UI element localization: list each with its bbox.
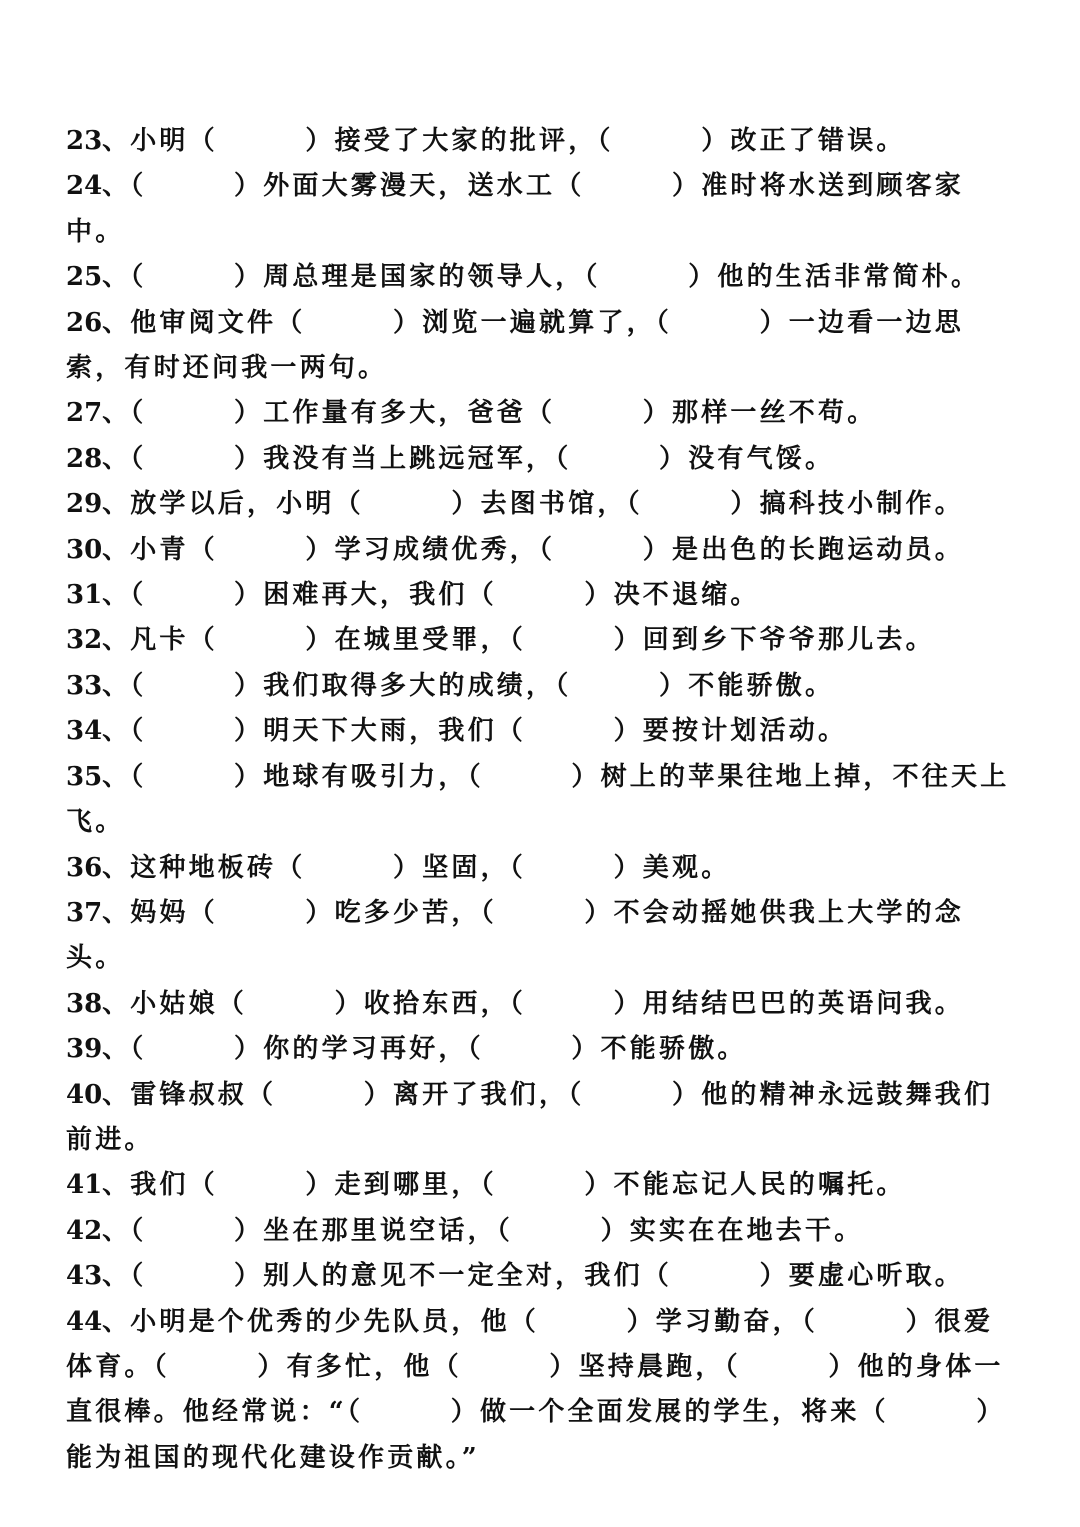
question-number: 30、 — [66, 534, 129, 565]
question-36 — [66, 846, 1016, 891]
question-44 — [66, 1300, 1016, 1482]
question-text: 我们（ ）走到哪里，（ ）不能忘记人民的嘱托。 — [130, 1170, 906, 1201]
question-35 — [66, 755, 1016, 846]
question-number: 29、 — [66, 489, 129, 520]
question-27 — [66, 391, 1016, 436]
question-text: 小明是个优秀的少先队员，他（ ）学习勤奋，（ ）很爱体育。（ ）有多忙，他（ ）坚持晨跑，（ ）他的身体一直很棒。他经常说：“（ ）做一个全面发展的学生，将来（ ）能为祖国的现代化建设作贡献。” — [66, 1306, 1006, 1473]
question-text: （ ）明天下大雨，我们（ ）要按计划活动。 — [130, 716, 848, 747]
question-text: 小青（ ）学习成绩优秀，（ ）是出色的长跑运动员。 — [130, 534, 964, 565]
question-text: （ ）别人的意见不一定全对，我们（ ）要虚心听取。 — [130, 1261, 964, 1292]
question-text: （ ）我们取得多大的成绩，（ ）不能骄傲。 — [130, 670, 835, 701]
question-number: 34、 — [66, 716, 129, 747]
question-40 — [66, 1073, 1016, 1164]
question-42 — [66, 1209, 1016, 1254]
question-text: 小明（ ）接受了大家的批评，（ ）改正了错误。 — [130, 126, 906, 156]
question-number: 38、 — [66, 988, 129, 1019]
question-43 — [66, 1254, 1016, 1299]
question-37 — [66, 891, 1016, 982]
question-33 — [66, 664, 1016, 709]
question-number: 33、 — [66, 670, 129, 701]
question-text: 雷锋叔叔（ ）离开了我们，（ ）他的精神永远鼓舞我们前进。 — [66, 1079, 994, 1155]
question-39 — [66, 1027, 1016, 1072]
question-text: （ ）你的学习再好，（ ）不能骄傲。 — [130, 1034, 747, 1065]
worksheet — [66, 119, 1016, 1481]
question-text: 凡卡（ ）在城里受罪，（ ）回到乡下爷爷那儿去。 — [130, 625, 935, 656]
question-number: 37、 — [66, 897, 129, 928]
question-23 — [66, 119, 1016, 164]
question-number: 35、 — [66, 761, 129, 792]
question-29 — [66, 482, 1016, 527]
question-28 — [66, 437, 1016, 482]
question-26 — [66, 301, 1016, 392]
question-text: （ ）我没有当上跳远冠军，（ ）没有气馁。 — [130, 443, 835, 474]
question-24 — [66, 164, 1016, 255]
question-41 — [66, 1163, 1016, 1208]
question-text: 放学以后，小明（ ）去图书馆，（ ）搞科技小制作。 — [130, 489, 964, 520]
question-text: （ ）工作量有多大，爸爸（ ）那样一丝不苟。 — [130, 398, 877, 429]
question-25 — [66, 255, 1016, 300]
question-text: 妈妈（ ）吃多少苦，（ ）不会动摇她供我上大学的念头。 — [66, 897, 964, 974]
question-34 — [66, 709, 1016, 754]
question-number: 31、 — [66, 580, 129, 611]
question-38 — [66, 982, 1016, 1027]
question-number: 36、 — [66, 852, 129, 883]
question-number: 40、 — [66, 1079, 129, 1110]
question-number: 26、 — [66, 307, 129, 338]
question-number: 28、 — [66, 443, 129, 474]
question-text: 小姑娘（ ）收拾东西，（ ）用结结巴巴的英语问我。 — [130, 988, 964, 1019]
question-text: 这种地板砖（ ）坚固，（ ）美观。 — [130, 852, 731, 883]
question-number: 32、 — [66, 625, 129, 656]
question-text: （ ）困难再大，我们（ ）决不退缩。 — [130, 580, 760, 611]
question-number: 39、 — [66, 1034, 129, 1065]
question-31 — [66, 573, 1016, 618]
question-32 — [66, 618, 1016, 663]
question-number: 43、 — [66, 1261, 129, 1292]
question-number: 25、 — [66, 262, 129, 293]
question-30 — [66, 528, 1016, 573]
question-text: 他审阅文件（ ）浏览一遍就算了，（ ）一边看一边思索，有时还问我一两句。 — [66, 307, 964, 384]
question-number: 24、 — [66, 171, 129, 202]
question-number: 27、 — [66, 398, 129, 429]
question-text: （ ）周总理是国家的领导人，（ ）他的生活非常简朴。 — [130, 262, 981, 293]
question-text: （ ）坐在那里说空话，（ ）实实在在地去干。 — [130, 1215, 864, 1246]
question-text: （ ）地球有吸引力，（ ）树上的苹果往地上掉，不往天上飞。 — [66, 761, 1010, 838]
question-text: （ ）外面大雾漫天，送水工（ ）准时将水送到顾客家中。 — [66, 171, 964, 247]
question-number: 42、 — [66, 1215, 129, 1246]
question-number: 44、 — [66, 1306, 129, 1337]
question-number: 41、 — [66, 1170, 129, 1201]
question-number: 23、 — [66, 126, 129, 156]
